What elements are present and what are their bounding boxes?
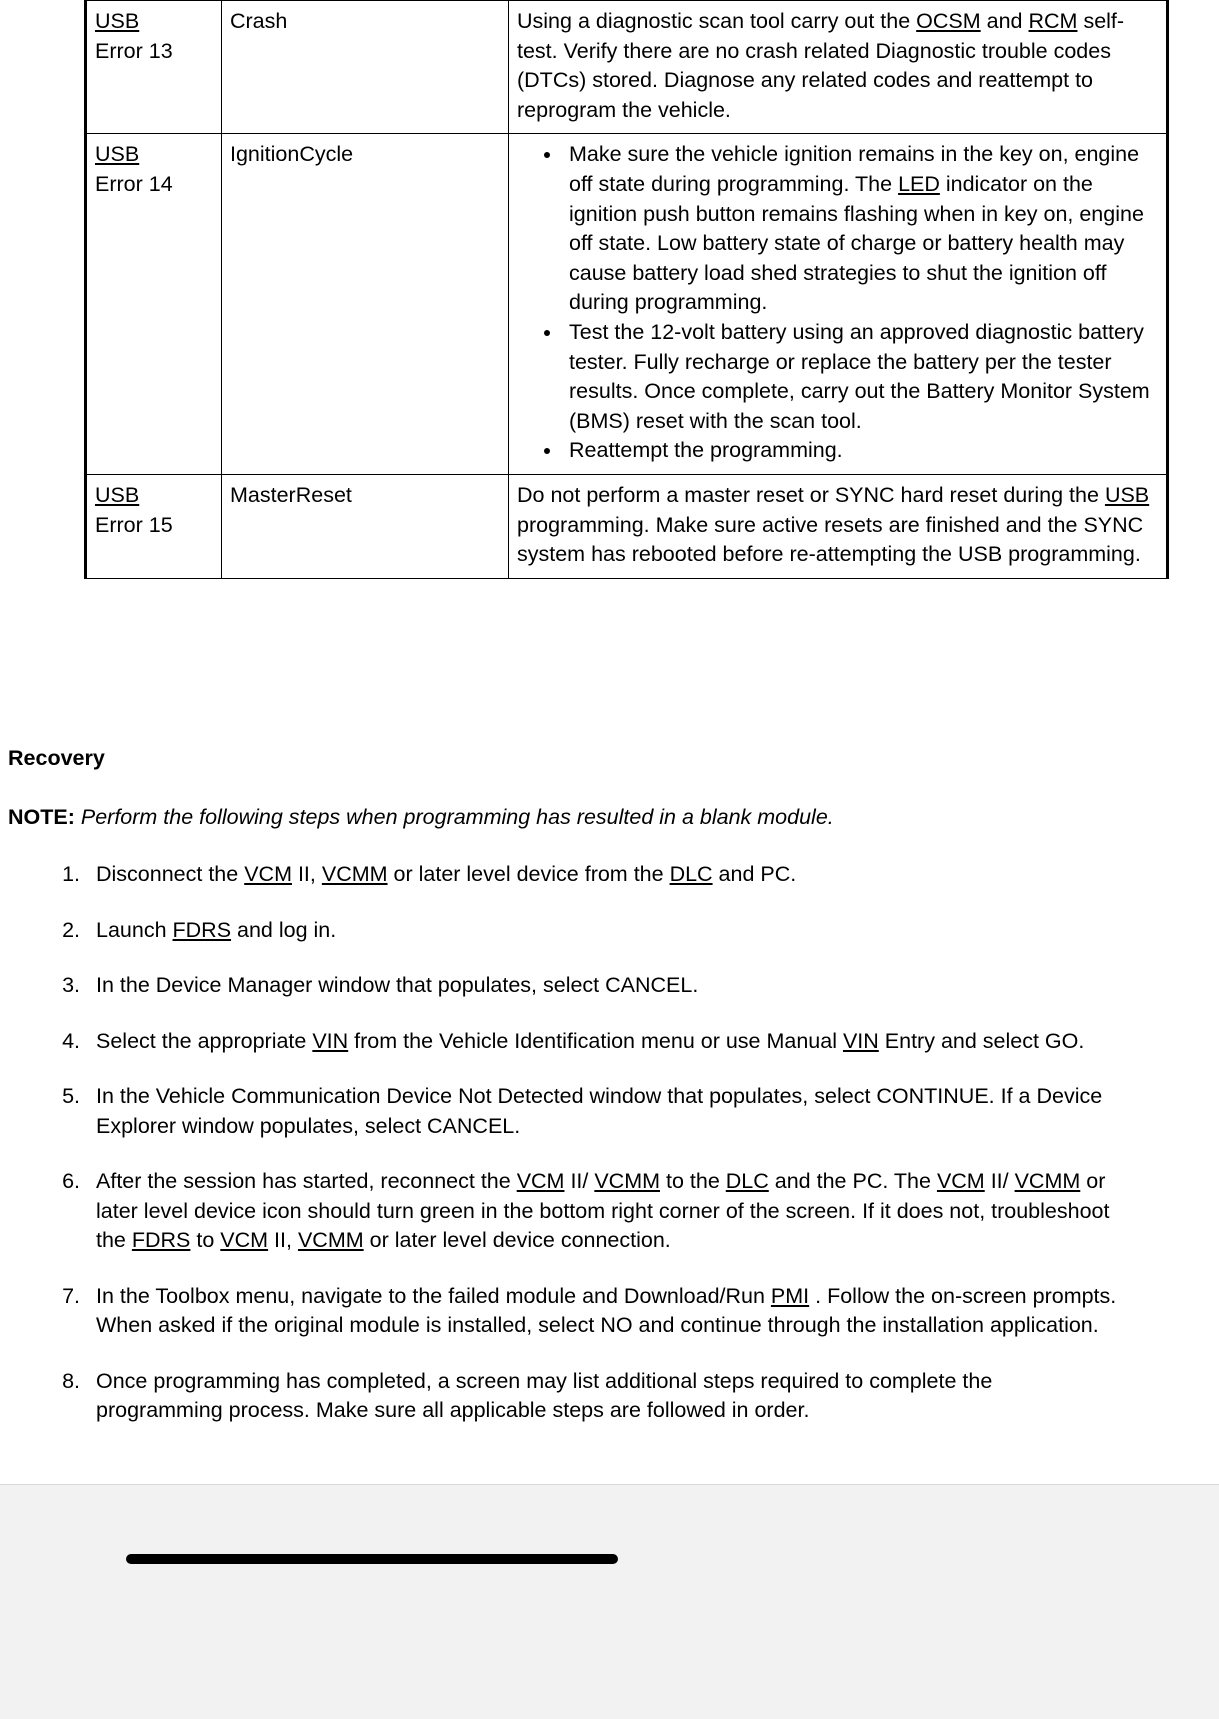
usb-error-table — [84, 0, 1169, 579]
error-description-cell: Do not perform a master reset or SYNC hard reset during the USB programming. Make sure active resets are finished and the SYNC system has rebooted before re-attempting the USB programming. — [509, 474, 1168, 578]
list-item: 4. Select the appropriate VIN from the Vehicle Identification menu or use Manual VIN Entry and select GO. — [86, 1027, 1118, 1057]
error-description-list — [517, 140, 1158, 466]
led-term: LED — [898, 171, 940, 196]
list-item: 3. In the Device Manager window that populates, select CANCEL. — [86, 971, 1118, 1001]
usb-term: USB — [1104, 482, 1150, 507]
bottom-strip — [0, 1484, 1219, 1719]
note-paragraph — [8, 803, 1118, 832]
rcm-term: RCM — [1028, 9, 1078, 33]
error-name-cell: MasterReset — [222, 474, 509, 578]
recovery-steps-list — [8, 860, 1118, 1426]
usb-error-table-wrapper — [84, 0, 1150, 579]
fdrs-term: FDRS — [172, 917, 232, 942]
list-item: 1. Disconnect the VCM II, VCMM or later level device from the DLC and PC. — [86, 860, 1118, 890]
list-item: 6. After the session has started, reconnect the VCM II/ VCMM to the DLC and the PC. The VCM II/ VCMM or later level device icon should turn green in the bottom right corner of the screen. If it does not, troubleshoot the FDRS to VCM II, VCMM or later level device connection. — [86, 1167, 1118, 1256]
error-name-cell: Crash — [222, 1, 509, 134]
table-row — [86, 474, 1168, 578]
note-label: NOTE: — [8, 805, 75, 829]
error-code-number: Error 15 — [95, 512, 173, 537]
pmi-term: PMI — [770, 1283, 810, 1308]
fdrs-term: FDRS — [131, 1228, 191, 1252]
section-heading-recovery: Recovery — [8, 746, 105, 770]
vcm-term: VCM — [936, 1169, 985, 1193]
recovery-section — [8, 745, 1118, 1426]
home-indicator[interactable] — [126, 1554, 618, 1564]
error-code-cell — [86, 1, 222, 134]
vcmm-term: VCMM — [594, 1169, 661, 1193]
error-name-cell: IgnitionCycle — [222, 134, 509, 475]
error-code-number: Error 13 — [95, 38, 173, 63]
error-description-cell — [509, 134, 1168, 475]
error-code-acronym: USB — [95, 482, 140, 507]
ocsm-term: OCSM — [916, 9, 981, 33]
error-code-acronym: USB — [95, 9, 140, 33]
vcm-term: VCM — [220, 1228, 269, 1252]
table-row — [86, 1, 1168, 134]
vcmm-term: VCMM — [297, 1228, 364, 1252]
list-item: 5. In the Vehicle Communication Device Not Detected window that populates, select CONTINUE. If a Device Explorer window populates, select CANCEL. — [86, 1082, 1118, 1141]
vcm-term: VCM — [516, 1169, 565, 1193]
table-row — [86, 134, 1168, 475]
note-text: Perform the following steps when programming has resulted in a blank module. — [80, 805, 834, 829]
dlc-term: DLC — [725, 1169, 769, 1193]
vcm-term: VCM — [244, 862, 292, 886]
dlc-term: DLC — [669, 862, 713, 886]
vin-term: VIN — [312, 1028, 349, 1053]
error-code-number: Error 14 — [95, 171, 173, 196]
list-item: 2. Launch FDRS and log in. — [86, 916, 1118, 946]
error-code-cell — [86, 474, 222, 578]
list-item: 7. In the Toolbox menu, navigate to the failed module and Download/Run PMI . Follow the on-screen prompts. When asked if the original module is installed, select NO and continue through the installation application. — [86, 1282, 1118, 1341]
list-item: • Make sure the vehicle ignition remains in the key on, engine off state during programming. The LED indicator on the ignition push button remains flashing when in key on, engine off state. Low battery state of charge or battery health may cause battery load shed strategies to shut the ignition off during programming. — [563, 140, 1158, 318]
list-item: 8. Once programming has completed, a screen may list additional steps required to complete the programming process. Make sure all applicable steps are followed in order. — [86, 1367, 1118, 1426]
vin-term: VIN — [842, 1028, 879, 1053]
vcmm-term: VCMM — [321, 862, 388, 886]
error-description-cell: Using a diagnostic scan tool carry out the OCSM and RCM self-test. Verify there are no crash related Diagnostic trouble codes (DTCs) stored. Diagnose any related codes and reattempt to reprogram the vehicle. — [509, 1, 1168, 134]
list-item: • Reattempt the programming. — [563, 436, 1158, 466]
vcmm-term: VCMM — [1014, 1169, 1081, 1193]
error-code-cell — [86, 134, 222, 475]
list-item: • Test the 12-volt battery using an approved diagnostic battery tester. Fully recharge or replace the battery per the tester results. Once complete, carry out the Battery Monitor System (BMS) reset with the scan tool. — [563, 318, 1158, 436]
error-code-acronym: USB — [95, 142, 140, 167]
